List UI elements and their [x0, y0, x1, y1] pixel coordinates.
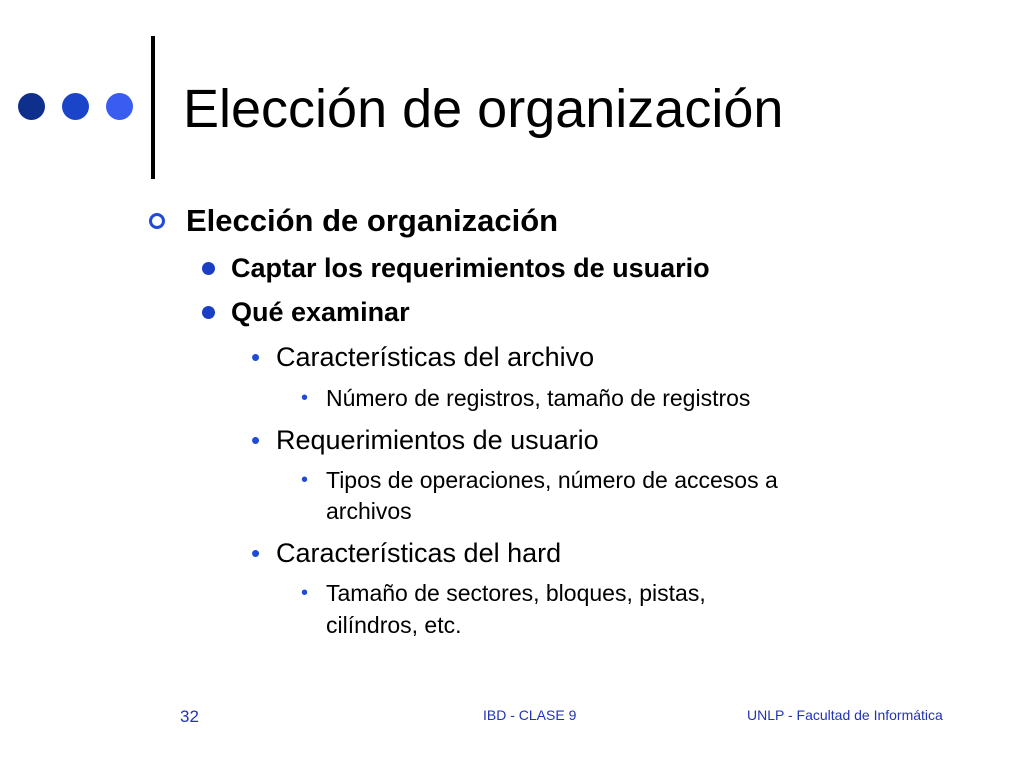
- bullet-icon: •: [301, 469, 309, 491]
- sub-bullet-hard: Características del hard: [276, 538, 562, 568]
- bullet-icon: •: [301, 582, 309, 604]
- detail-hard-line2: cilíndros, etc.: [326, 612, 462, 638]
- title-divider: [151, 36, 155, 179]
- sub-bullet-archivo: Características del archivo: [276, 342, 595, 372]
- sub-bullet-usuario: Requerimientos de usuario: [276, 425, 599, 455]
- footer-course: IBD - CLASE 9: [483, 707, 577, 723]
- detail-hard-line1: Tamaño de sectores, bloques, pistas,: [326, 580, 706, 606]
- bullet-icon: [202, 306, 215, 319]
- main-bullet-heading: Elección de organización: [186, 203, 559, 238]
- bullet-icon: •: [251, 425, 261, 455]
- bullet-icon: •: [251, 538, 261, 568]
- detail-archivo: Número de registros, tamaño de registros: [326, 385, 751, 411]
- footer-institution: UNLP - Facultad de Informática: [747, 707, 943, 723]
- dot-icon: [106, 93, 133, 120]
- bullet-icon: •: [301, 387, 309, 409]
- page-number: 32: [180, 707, 199, 726]
- bullet-icon: [202, 262, 215, 275]
- dot-icon: [18, 93, 45, 120]
- decorative-dots: [18, 93, 134, 121]
- bullet-icon: •: [251, 342, 261, 372]
- dot-icon: [62, 93, 89, 120]
- slide-title: Elección de organización: [183, 79, 784, 139]
- bullet-que-examinar: Qué examinar: [231, 297, 410, 327]
- detail-usuario-line2: archivos: [326, 498, 412, 524]
- bullet-captar: Captar los requerimientos de usuario: [231, 253, 710, 283]
- ring-bullet-icon: [149, 213, 165, 229]
- detail-usuario-line1: Tipos de operaciones, número de accesos a: [326, 467, 778, 493]
